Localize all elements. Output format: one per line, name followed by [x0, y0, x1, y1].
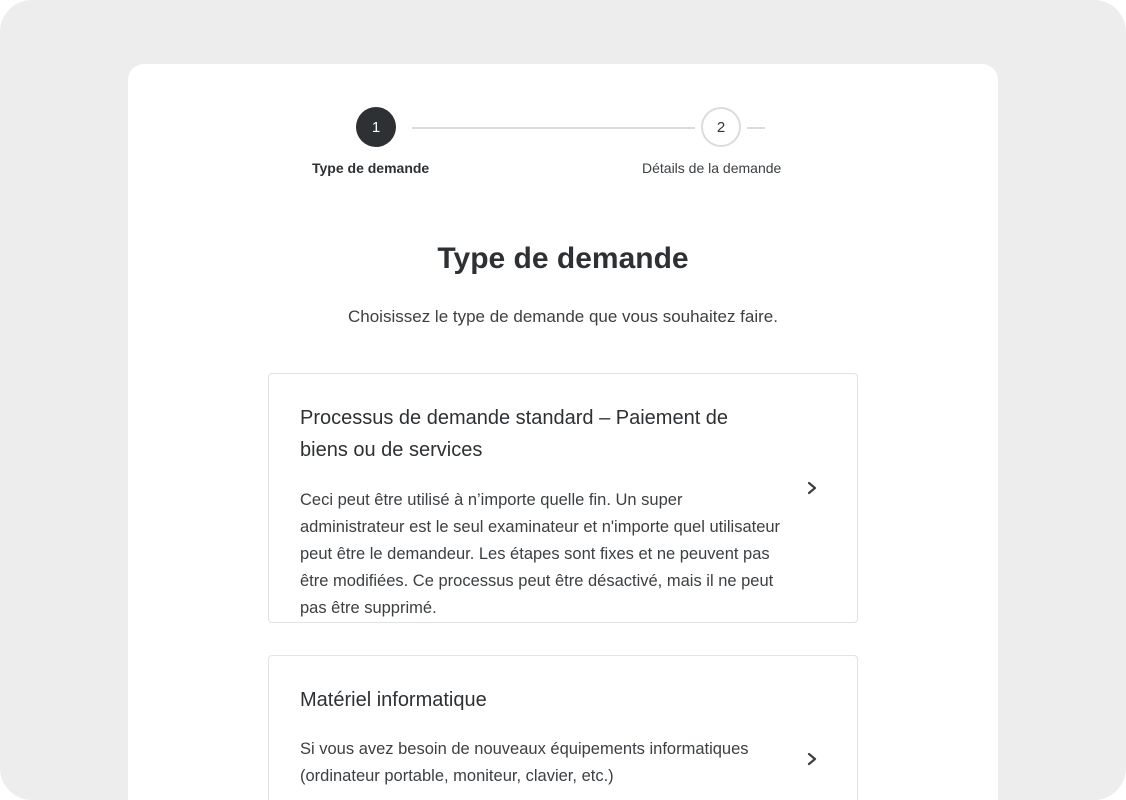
option-title: Matériel informatique [300, 689, 487, 711]
request-type-card [128, 64, 998, 800]
option-it-equipment[interactable] [268, 655, 858, 800]
option-title: Processus de demande standard – Paiement de biens ou de services [300, 407, 729, 461]
chevron-right-icon[interactable] [805, 481, 819, 495]
option-standard-request[interactable] [268, 373, 858, 623]
option-description: Ceci peut être utilisé à n’importe quelle fin. Un super administrateur est le seul examinateur et n'importe quel utilisateur peut être le demandeur. Les étapes sont fixes et ne peuvent pas être modifiées. Ce processus peut être désactivé, mais il ne peut pas être supprimé. [300, 491, 781, 617]
step-2-number: 2 [716, 118, 726, 136]
step-2-label: Détails de la demande [642, 160, 782, 176]
stepper-connector [412, 127, 695, 129]
page-title: Type de demande [437, 242, 689, 275]
step-1-label: Type de demande [312, 160, 430, 176]
page-subtitle: Choisissez le type de demande que vous souhaitez faire. [348, 307, 778, 326]
step-1-indicator [356, 107, 396, 147]
step-1-number: 1 [371, 118, 381, 136]
option-description: Si vous avez besoin de nouveaux équipements informatiques (ordinateur portable, moniteur, clavier, etc.) [300, 740, 749, 785]
step-2-indicator [701, 107, 741, 147]
stepper-connector-tail [747, 127, 765, 129]
chevron-right-icon[interactable] [805, 752, 819, 766]
